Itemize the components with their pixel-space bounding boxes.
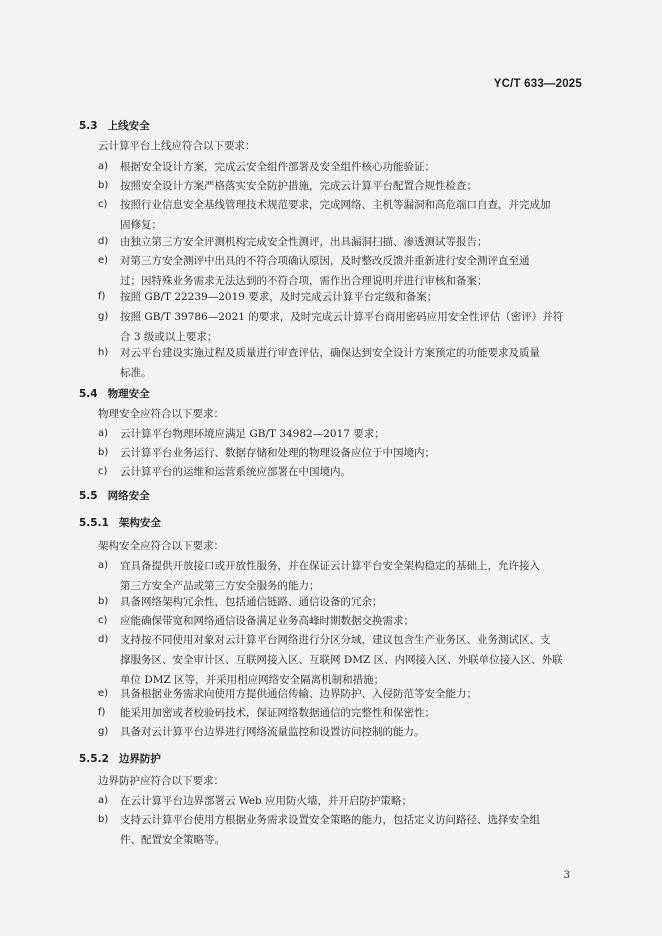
list-item: c) 云计算平台的运维和运营系统应部署在中国境内。 xyxy=(98,466,351,478)
section-heading-5-5-2 xyxy=(79,751,161,766)
list-item: b) 支持云计算平台使用方根据业务需求设置安全策略的能力，包括定义访问路径、选择安全组 件、配置安全策略等。 xyxy=(98,814,540,846)
list-item: d) 支持按不同使用对象对云计算平台网络进行分区分域，建议包含生产业务区、业务测试区、支 撑服务区、安全审计区、互联网接入区、互联网 DMZ 区、内网接入区、外联单位接入区、外联 单位 DMZ 区等，并采用相应网络安全隔离机制和措施； xyxy=(98,634,563,686)
section-title: 架构安全 xyxy=(118,517,161,529)
section-number: 5.5.2 xyxy=(79,753,109,765)
standard-code: YC/T 633—2025 xyxy=(493,78,582,90)
list-item: a) 宜具备提供开放接口或开放性服务，并在保证云计算平台安全架构稳定的基础上，允许接入 第三方安全产品或第三方安全服务的能力； xyxy=(98,560,540,592)
section-title: 边界防护 xyxy=(118,753,161,765)
list-item: c) 应能确保带宽和网络通信设备满足业务高峰时期数据交换需求； xyxy=(98,615,414,627)
list-item: f) 按照 GB/T 22239—2019 要求，及时完成云计算平台定级和备案； xyxy=(98,291,438,303)
section-intro: 架构安全应符合以下要求： xyxy=(98,540,224,552)
section-number: 5.5 xyxy=(79,490,98,502)
section-intro: 边界防护应符合以下要求： xyxy=(98,775,224,787)
section-title: 上线安全 xyxy=(107,120,150,132)
list-item: a) 根据安全设计方案，完成云安全组件部署及安全组件核心功能验证； xyxy=(98,161,435,173)
list-item: f) 能采用加密或者校验码技术，保证网络数据通信的完整性和保密性； xyxy=(98,707,435,719)
page-number: 3 xyxy=(563,870,570,881)
section-title: 物理安全 xyxy=(107,388,150,400)
list-item: g) 具备对云计算平台边界进行网络流量监控和设置访问控制的能力。 xyxy=(98,726,425,738)
section-intro: 物理安全应符合以下要求： xyxy=(98,408,224,420)
list-item: e) 具备根据业务需求向使用方提供通信传输、边界防护、入侵防范等安全能力； xyxy=(98,688,477,700)
list-item: b) 具备网络架构冗余性，包括通信链路、通信设备的冗余； xyxy=(98,596,383,608)
list-item: h) 对云平台建设实施过程及质量进行审查评估，确保达到安全设计方案预定的功能要求及质量 标准。 xyxy=(98,347,540,379)
list-item: b) 云计算平台业务运行、数据存储和处理的物理设备应位于中国境内； xyxy=(98,447,435,459)
section-heading-5-5 xyxy=(79,488,150,503)
list-item: e) 对第三方安全测评中出具的不符合项确认原因，及时整改反馈并重新进行安全测评直至通 过；因特殊业务需求无法达到的不符合项，需作出合理说明并进行审核和备案； xyxy=(98,255,530,287)
list-item: c) 按照行业信息安全基线管理技术规范要求，完成网络、主机等漏洞和高危端口自查，并完成加 固修复； xyxy=(98,199,551,231)
section-heading-5-3 xyxy=(79,118,150,133)
list-item: b) 按照安全设计方案严格落实安全防护措施，完成云计算平台配置合规性检查； xyxy=(98,180,477,192)
section-number: 5.5.1 xyxy=(79,517,109,529)
section-number: 5.3 xyxy=(79,120,98,132)
list-item: d) 由独立第三方安全评测机构完成安全性测评，出具漏洞扫描、渗透测试等报告； xyxy=(98,236,488,248)
list-item: a) 云计算平台物理环境应满足 GB/T 34982—2017 要求； xyxy=(98,428,385,440)
list-item: a) 在云计算平台边界部署云 Web 应用防火墙，并开启防护策略； xyxy=(98,795,413,807)
section-heading-5-4 xyxy=(79,386,150,401)
section-intro: 云计算平台上线应符合以下要求： xyxy=(98,140,256,152)
section-heading-5-5-1 xyxy=(79,515,161,530)
list-item: g) 按照 GB/T 39786—2021 的要求，及时完成云计算平台商用密码应用安全性评估（密评）并符 合 3 级或以上要求； xyxy=(98,311,564,343)
section-title: 网络安全 xyxy=(107,490,150,502)
section-number: 5.4 xyxy=(79,388,98,400)
